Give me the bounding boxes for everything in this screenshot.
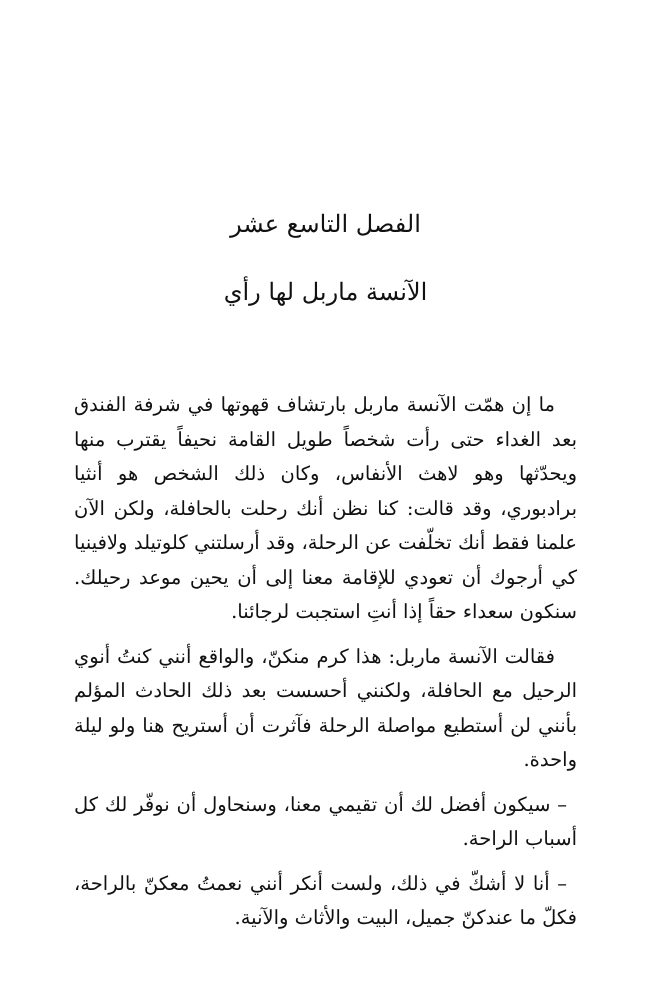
chapter-subtitle: الآنسة ماربل لها رأي — [223, 278, 428, 306]
dialogue-line-2: – أنا لا أشكّ في ذلك، ولست أنكر أنني نعمتُ معكنّ بالراحة، فكلّ ما عندكنّ جميل، البيت والأثاث والآنية. — [74, 871, 577, 929]
chapter-title: الفصل التاسع عشر — [230, 210, 421, 238]
chapter-body — [74, 388, 577, 946]
paragraph-2: فقالت الآنسة ماربل: هذا كرم منكنّ، والواقع أنني كنتُ أنوي الرحيل مع الحافلة، ولكنني أحسست بعد ذلك الحادث المؤلم بأنني لن أستطيع مواصلة الرحلة فآثرت أن أستريح هنا ولو ليلة واحدة. — [74, 644, 577, 771]
paragraph-1: ما إن همّت الآنسة ماربل بارتشاف قهوتها في شرفة الفندق بعد الغداء حتى رأت شخصاً طويل القامة نحيفاً يقترب منها ويحدّثها وهو لاهث الأنفاس، وكان ذلك الشخص هو أنثيا برادبوري، وقد قالت: كنا نظن أنك رحلت بالحافلة، ولكن الآن علمنا فقط أنك تخلّفت عن الرحلة، وقد أرسلتني كلوتيلد ولافينيا كي أرجوك أن تعودي للإقامة معنا إلى أن يحين موعد رحيلك. سنكون سعداء حقاً إذا أنتِ استجبت لرجائنا. — [74, 393, 577, 623]
dialogue-line-1: – سيكون أفضل لك أن تقيمي معنا، وسنحاول أن نوفّر لك كل أسباب الراحة. — [74, 792, 577, 850]
